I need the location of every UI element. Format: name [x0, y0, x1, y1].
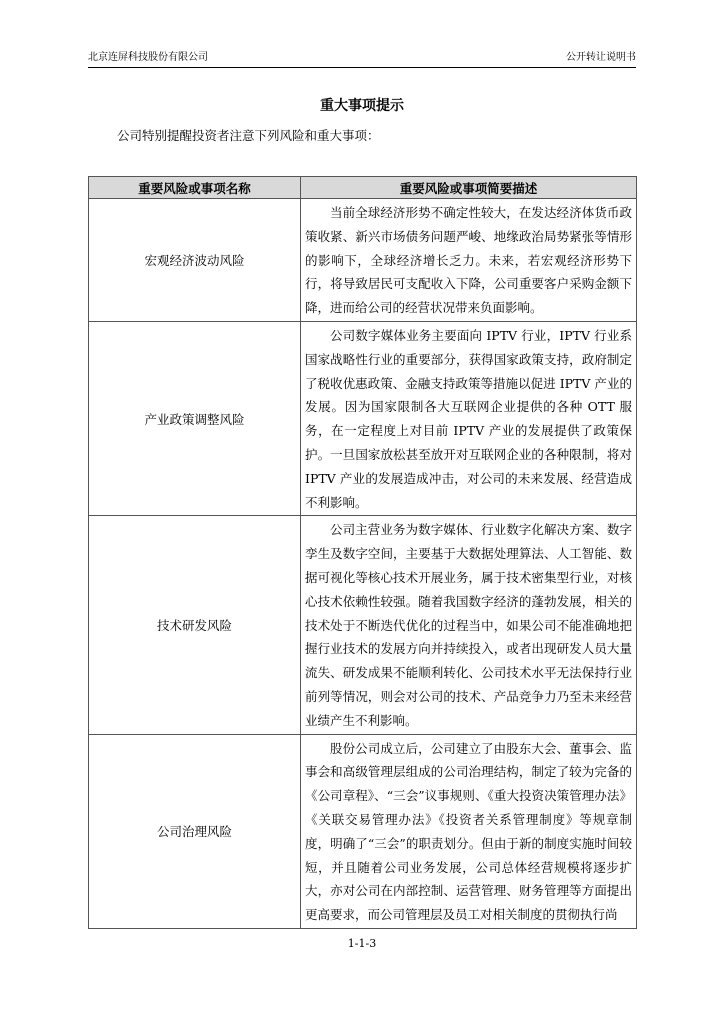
risk-name-cell: 技术研发风险 — [89, 516, 301, 734]
intro-paragraph: 公司特别提醒投资者注意下列风险和重大事项： — [117, 128, 380, 143]
page-header — [88, 50, 636, 66]
column-header-description: 重要风险或事项简要描述 — [301, 177, 637, 199]
risk-name-cell: 宏观经济波动风险 — [89, 199, 301, 322]
header-document-type: 公开转让说明书 — [566, 52, 636, 63]
page-title: 重大事项提示 — [320, 98, 404, 114]
header-divider — [88, 67, 636, 68]
risk-table — [88, 176, 637, 929]
risk-description-cell: 股份公司成立后，公司建立了由股东大会、董事会、监事会和高级管理层组成的公司治理结构，制定了较为完备的《公司章程》、“三会”议事规则、《重大投资决策管理办法》《关联交易管理办法》《投资者关系管理制度》等规章制度，明确了“三会”的职责划分。但由于新的制度实施时间较短，并且随着公司业务发展，公司总体经营规模将逐步扩大，亦对公司在内部控制、运营管理、财务管理等方面提出更高要求，而公司管理层及员工对相关制度的贯彻执行尚 — [301, 734, 637, 928]
table-row — [89, 516, 637, 734]
table-header-row — [89, 177, 637, 199]
risk-name-cell: 产业政策调整风险 — [89, 321, 301, 515]
risk-description-cell: 当前全球经济形势不确定性较大，在发达经济体货币政策收紧、新兴市场债务问题严峻、地缘政治局势紧张等情形的影响下，全球经济增长乏力。未来，若宏观经济形势下行，将导致居民可支配收入下降，公司重要客户采购金额下降，进而给公司的经营状况带来负面影响。 — [301, 199, 637, 322]
header-company-name: 北京连屏科技股份有限公司 — [88, 52, 208, 63]
table-row — [89, 734, 637, 928]
risk-description-cell: 公司数字媒体业务主要面向 IPTV 行业，IPTV 行业系国家战略性行业的重要部分，获得国家政策支持，政府制定了税收优惠政策、金融支持政策等措施以促进 IPTV 产业的发展。因为国家限制各大互联网企业提供的各种 OTT 服务，在一定程度上对目前 IPTV 产业的发展提供了政策保护。一旦国家放松甚至放开对互联网企业的各种限制，将对 IPTV 产业的发展造成冲击，对公司的未来发展、经营造成不利影响。 — [301, 321, 637, 515]
table-row — [89, 199, 637, 322]
page-number: 1-1-3 — [347, 937, 377, 950]
risk-description-cell: 公司主营业务为数字媒体、行业数字化解决方案、数字孪生及数字空间，主要基于大数据处理算法、人工智能、数据可视化等核心技术开展业务，属于技术密集型行业，对核心技术依赖性较强。随着我国数字经济的蓬勃发展，相关的技术处于不断迭代优化的过程当中，如果公司不能准确地把握行业技术的发展方向并持续投入，或者出现研发人员大量流失、研发成果不能顺利转化、公司技术水平无法保持行业前列等情况，则会对公司的技术、产品竞争力乃至未来经营业绩产生不利影响。 — [301, 516, 637, 734]
table-row — [89, 321, 637, 515]
column-header-name: 重要风险或事项名称 — [89, 177, 301, 199]
risk-name-cell: 公司治理风险 — [89, 734, 301, 928]
